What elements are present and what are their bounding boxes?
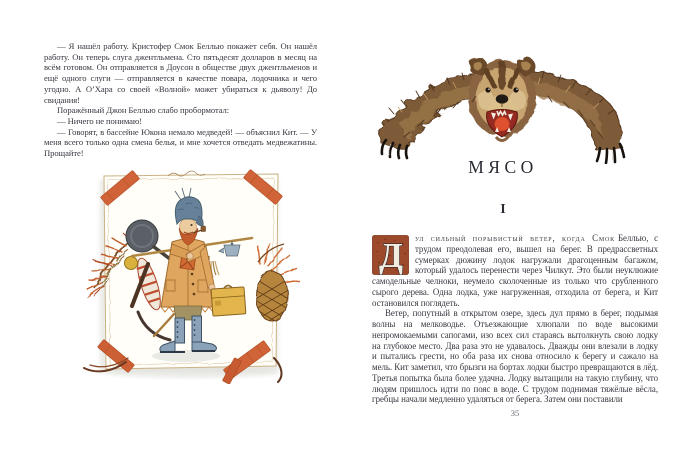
gold-pan [125, 257, 138, 270]
paragraph: — Ничего не понимаю! [57, 115, 142, 126]
suitcase [211, 284, 246, 316]
bear-hide-illustration [366, 52, 658, 164]
chapter-title: МЯСО [468, 157, 538, 177]
right-text-block [372, 233, 658, 405]
paragraph: Поражённый Джон Беллью слабо пробормотал: [57, 105, 230, 116]
paragraph: Ветер, попутный в открытом озере, здесь дул прямо в берег, подымая волны на мелководье. Отъезжающие хлюпали по воде высокими непромокаемыми сапогами, изо всех сил стараясь вытолкнуть свою лодку на глубокое место. Два раза это не удавалось. Дважды они влезали в лодку и пытались грести, но оба раза их снова относило к берегу и сажало на мель. Кит заметил, что брызги на бортах лодки быстро превращаются в лёд. Третья попытка была более удачна. Лодку вытащили на такую глубину, что людям пришлось идти по пояс в воде. С трудом поднимая тяжёлые вёсла, гребцы начали медленно удаляться от берега. Затем они поставили [372, 308, 658, 405]
opening-line: ул сильный порывистый ветер, когда Смок [415, 233, 615, 243]
drop-cap-letter: Д [378, 235, 404, 275]
paragraph: — Я нашёл работу. Кристофер Смок Беллью покажет себя. Он нашёл работу. Он теперь слуга джентльмена. Сто пятьдесят долларов в месяц на всём готовом. Он отправляется в Доусон в обществе двух джентльменов и ещё одного слуги — отправляется в качестве повара, лодочника и чего угодно. А О’Хара со своей «Волной» может убираться к дьяволу! До свидания! [44, 41, 317, 105]
left-text-block [44, 41, 317, 159]
drop-cap [372, 235, 409, 275]
paragraph: — Говорят, в бассейне Юкона немало медведей! — объяснил Кит. — У меня всего только одна смена белья, и мне хочется отведать медвежатины. Прощайте! [44, 126, 317, 159]
prospector-illustration [82, 166, 302, 384]
section-number: I [500, 201, 506, 216]
opening-paragraph [372, 233, 658, 308]
paragraph-text: Беллью, с трудом преодолевая его, вышел на берег. В предрассветных сумерках дюжину лодок нагружали драгоценным багажом, который удалось перенести через Чилкут. Это были неуклюжие самодельные челноки, неумело сколоченные из только что срубленного сырого дерева. Одна лодка, уже нагруженная, отходила от берега, и Кит остановился поглядеть. [372, 233, 659, 308]
page-number: 35 [510, 408, 520, 418]
